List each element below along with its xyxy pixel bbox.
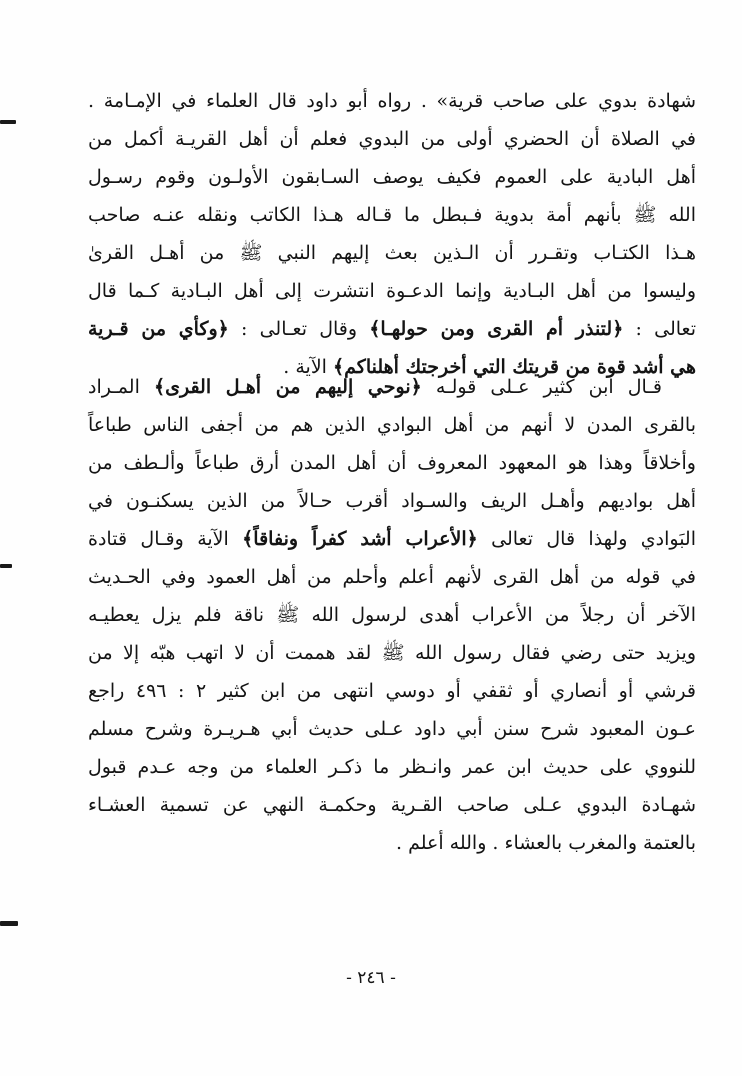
text-line: أهل البادية على العموم فكيف يوصف السـابقون الأولـون وقوم رسـول: [88, 166, 696, 188]
text-run: تعالى :: [623, 318, 696, 340]
text-line: في الصلاة أن الحضري أولى من البدوي فعلم أن أهل القريـة أكمل من: [88, 128, 696, 150]
text-line: هـذا الكتـاب وتقـرر أن الـذين بعث إليهم النبي ﷺ من أهـل القرىٰ: [88, 242, 696, 264]
margin-mark: [0, 120, 16, 124]
text-line: وأخلاقاً وهذا هو المعهود المعروف أن أهل المدن أرق طباعاً وألـطف من: [88, 452, 696, 474]
text-line: قرشي أو أنصاري أو ثقفي أو دوسي انتهى من ابن كثير ٢ : ٤٩٦ راجع: [88, 680, 696, 702]
text-run: البَوادي ولهذا قال تعالى: [477, 528, 696, 550]
text-line: بالقرى المدن لا أنهم من أهل البوادي الذين هم من أجفى الناس طباعاً: [88, 414, 696, 436]
text-line: الآخر أن رجلاً من الأعراب أهدى لرسول الله ﷺ ناقة فلم يزل يعطيـه: [88, 604, 696, 626]
text-line: الله ﷺ بأنهم أمة بدوية فـبطل ما قـاله هـذا الكاتب ونقله عنـه صاحب: [88, 204, 696, 226]
margin-mark: [0, 921, 18, 926]
text-line: أهل بواديهم وأهـل الريف والسـواد أقرب حـالاً من الذين يسكنـون في: [88, 490, 696, 512]
text-line: [88, 310, 696, 348]
text-line: ويزيد حتى رضي فقال رسول الله ﷺ لقد هممت أن لا اتهب هبّه إلا من: [88, 642, 696, 664]
text-line: شهـادة البدوي عـلى صاحب القـرية وحكمـة النهي عن تسمية العشـاء: [88, 794, 696, 816]
text-run: وقال تعـالى :: [228, 318, 370, 340]
text-line: شهادة بدوي على صاحب قرية» . رواه أبو داود قال العلماء في الإمـامة .: [88, 90, 696, 112]
quran-verse: ﴿الأعراب أشد كفراً ونفاقاً﴾: [242, 528, 478, 550]
margin-mark: [0, 564, 12, 568]
quran-verse: ﴿نوحي إليهم من أهـل القرى﴾: [153, 376, 422, 398]
text-line: بالعتمة والمغرب بالعشاء . والله أعلم .: [396, 832, 696, 854]
text-line: [88, 520, 696, 558]
quran-verse: ﴿وكأي من قـرية: [88, 318, 229, 340]
quran-verse: ﴿لتنذر أم القرى ومن حولهـا﴾: [369, 318, 624, 340]
text-run: الآية وقـال قتادة: [88, 528, 243, 550]
text-line: للنووي على حديث ابن عمر وانـظر ما ذكـر العلماء من وجه عـدم قبول: [88, 756, 696, 778]
text-run: قـال ابن كثير عـلى قولـه: [421, 376, 662, 398]
paragraph-1: [88, 82, 696, 386]
text-line: [88, 368, 696, 406]
text-line: عـون المعبود شرح سنن أبي داود عـلى حديث أبي هـريـرة وشرح مسلم: [88, 718, 696, 740]
paragraph-2: [88, 368, 696, 862]
page-number: - ٢٤٦ -: [346, 968, 396, 988]
text-run: الآية .: [283, 356, 333, 378]
text-run: المـراد: [88, 376, 154, 398]
text-line: في قوله من أهل القرى لأنهم أعلم وأحلم من أهل العمود وفي الحـديث: [88, 566, 696, 588]
text-line: وليسوا من أهل البـادية وإنما الدعـوة انتشرت إلى أهل البـادية كـما قال: [88, 280, 696, 302]
quran-verse: هي أشد قوة من قريتك التي أخرجتك أهلناكم﴾: [333, 356, 696, 378]
